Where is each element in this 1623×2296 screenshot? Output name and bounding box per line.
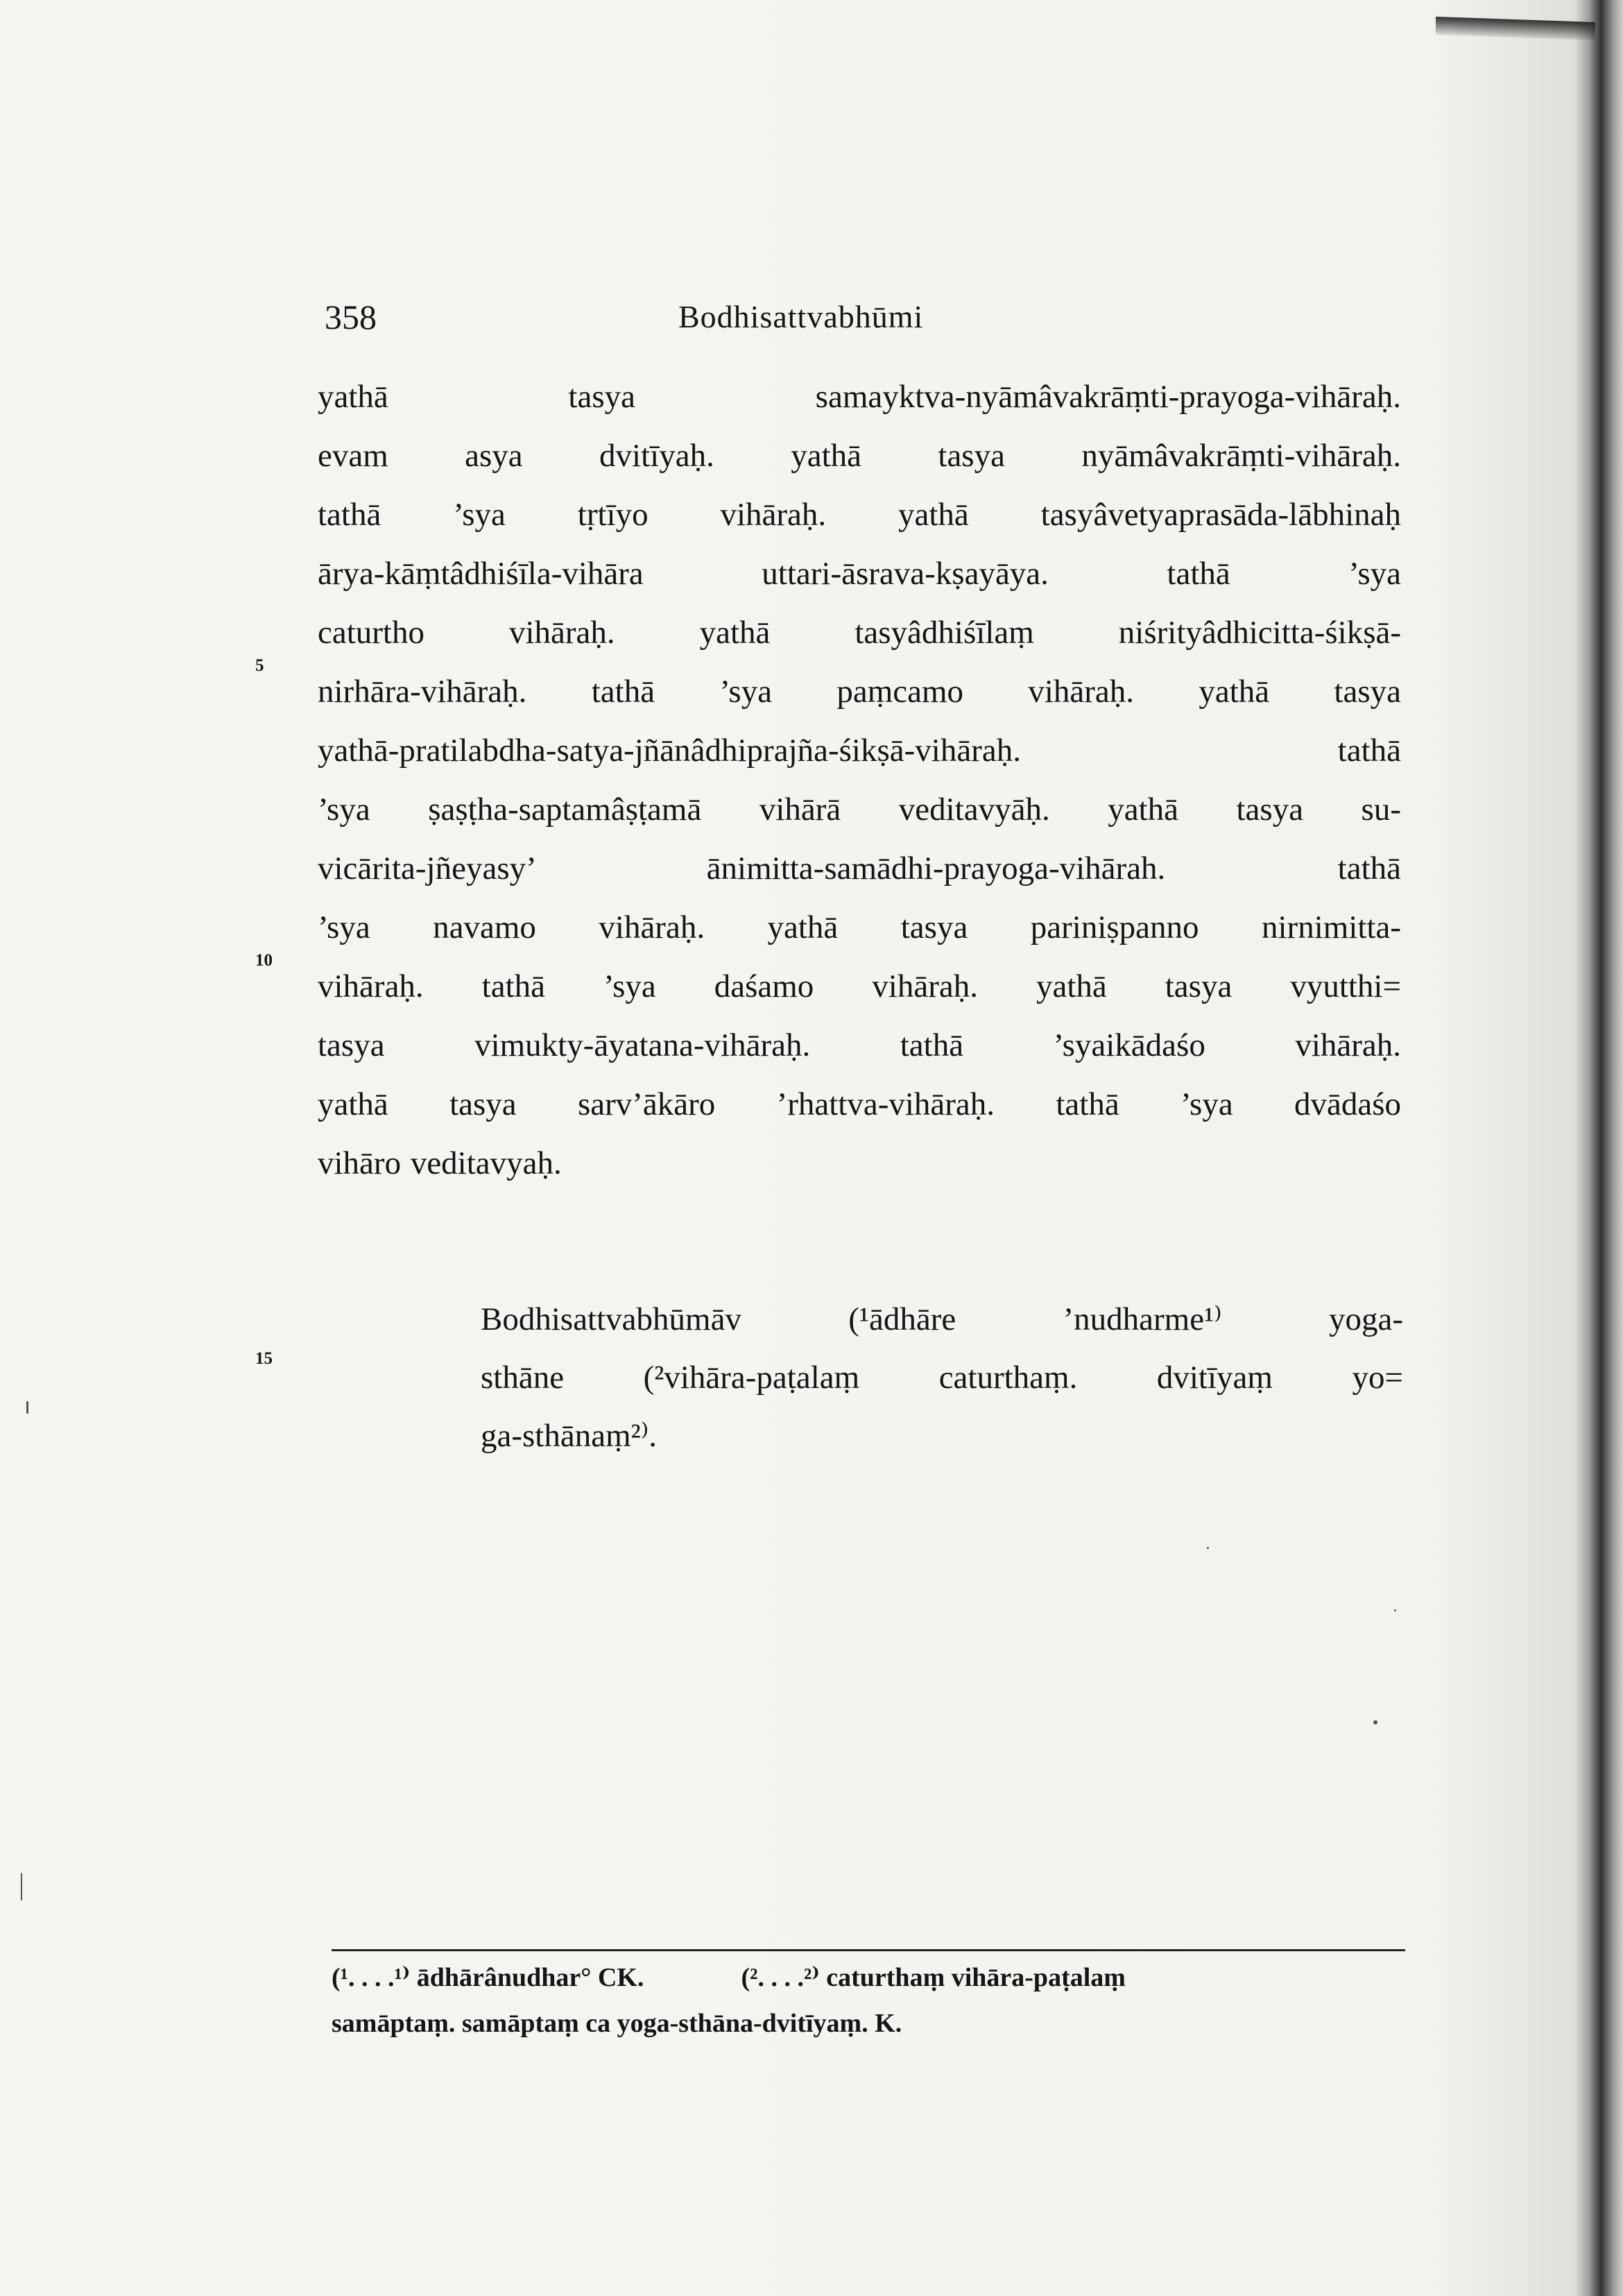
text-line: yathā tasya samayktva-nyāmâvakrāṃti-prayoga-vihāraḥ. — [318, 379, 1401, 415]
colophon-line: Bodhisattvabhūmāv (¹ādhāre ’nudharme¹⁾ yoga- — [481, 1301, 1403, 1337]
footnote-2: (². . . .²⁾ caturthaṃ vihāra-paṭalaṃ — [741, 1963, 1126, 1992]
footnote-line — [332, 1955, 1405, 2001]
text-line: vihāraḥ. tathā ’sya daśamo vihāraḥ. yathā tasya vyutthi= — [318, 968, 1401, 1004]
colophon-line: ga-sthānaṃ²⁾. — [481, 1418, 658, 1454]
line-number-15: 15 — [255, 1349, 273, 1368]
page-header — [325, 297, 1407, 345]
text-line: vihāro veditavyaḥ. — [318, 1145, 562, 1181]
line-number-10: 10 — [255, 951, 273, 970]
text-line: ’sya navamo vihāraḥ. yathā tasya pariniṣpanno nirnimitta- — [318, 909, 1401, 945]
text-line: vicārita-jñeyasy’ ānimitta-samādhi-prayoga-vihārah. tathā — [318, 850, 1401, 886]
text-line: tasya vimukty-āyatana-vihāraḥ. tathā ’syaikādaśo vihāraḥ. — [318, 1027, 1401, 1063]
footnote-line: samāptaṃ. samāptaṃ ca yoga-sthāna-dvitīyaṃ. K. — [332, 2009, 902, 2038]
footnote-1: (¹. . . .¹⁾ ādhārânudhar° CK. — [332, 1963, 644, 1992]
colophon — [481, 1290, 1403, 1465]
colophon-line: sthāne (²vihāra-paṭalaṃ caturthaṃ. dvitīyaṃ yo= — [481, 1360, 1403, 1396]
binding-shadow-top — [1436, 17, 1595, 40]
text-line: nirhāra-vihāraḥ. tathā ’sya paṃcamo vihāraḥ. yathā tasya — [318, 674, 1401, 710]
text-line: ārya-kāṃtâdhiśīla-vihāra uttari-āsrava-kṣayāya. tathā ’sya — [318, 556, 1401, 592]
text-line: yathā-pratilabdha-satya-jñānâdhiprajña-śikṣā-vihāraḥ. tathā — [318, 733, 1401, 769]
line-number-5: 5 — [255, 656, 264, 675]
text-line: evam asya dvitīyaḥ. yathā tasya nyāmâvakrāṃti-vihāraḥ. — [318, 438, 1401, 474]
text-line: ’sya ṣaṣṭha-saptamâṣṭamā vihārā veditavyāḥ. yathā tasya su- — [318, 791, 1401, 828]
page-number: 358 — [325, 298, 377, 336]
text-line: yathā tasya sarv’ākāro ’rhattva-vihāraḥ. tathā ’sya dvādaśo — [318, 1086, 1401, 1122]
binding-shadow — [1574, 0, 1623, 2296]
text-line: caturtho vihāraḥ. yathā tasyâdhiśīlaṃ niśrityâdhicitta-śikṣā- — [318, 615, 1401, 651]
text-line: tathā ’sya tṛtīyo vihāraḥ. yathā tasyâvetyaprasāda-lābhinaḥ — [318, 497, 1401, 533]
main-text — [318, 368, 1401, 1193]
footnote-rule — [332, 1949, 1405, 1951]
footnotes — [332, 1955, 1405, 2046]
running-title: Bodhisattvabhūmi — [678, 299, 924, 334]
